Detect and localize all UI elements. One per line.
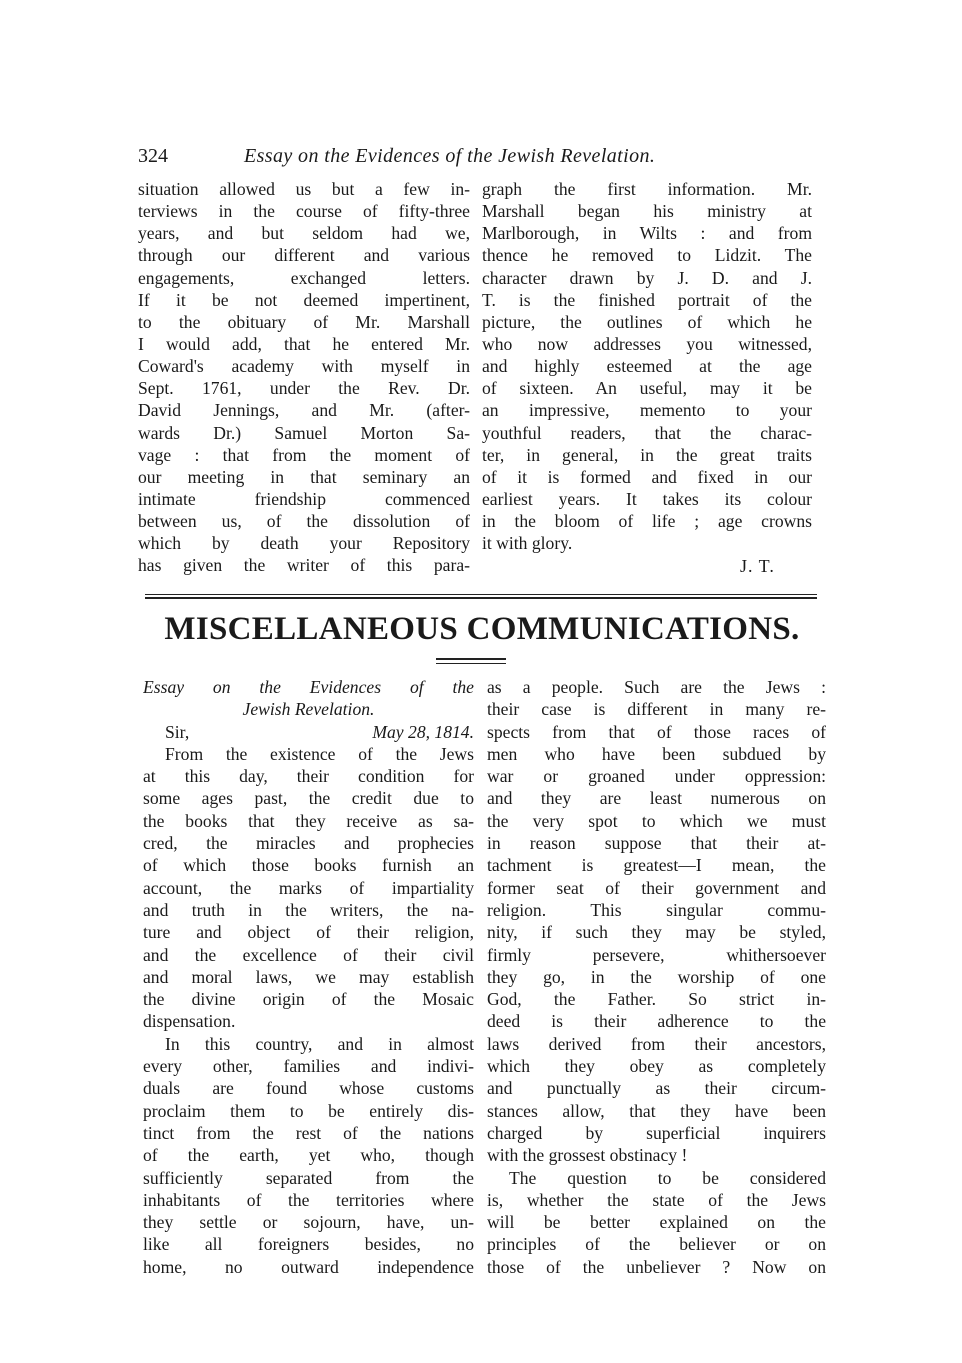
text-line: and truth in the writers, the na- (143, 899, 474, 920)
text-line: deed is their adherence to the (487, 1011, 826, 1032)
letter-date: May 28, 1814. (372, 721, 474, 742)
text-line: proclaim them to be entirely dis- (143, 1100, 474, 1121)
text-line: charged by superficial inquirers (487, 1122, 826, 1143)
text-line: which by death your Repository (138, 533, 470, 554)
text-line: between us, of the dissolution of (138, 511, 470, 532)
letter-column-left (138, 178, 470, 577)
text-line: our meeting in that seminary an (138, 466, 470, 487)
text-line: inhabitants of the territories where (143, 1189, 474, 1210)
text-line: religion. This singular commu- (487, 899, 826, 920)
text-line: Marlborough, in Wilts : and from (482, 223, 812, 244)
text-line: they settle or sojourn, have, un- (143, 1212, 474, 1233)
text-line: who now addresses you witnessed, (482, 333, 812, 354)
text-line: engagements, exchanged letters. (138, 267, 470, 288)
text-line: account, the marks of impartiality (143, 877, 474, 898)
essay-title-continued: Jewish Revelation. (242, 699, 375, 720)
text-line: will be better explained on the (487, 1212, 826, 1233)
text-line: wards Dr.) Samuel Morton Sa- (138, 422, 470, 443)
text-line: thence he removed to Lidzit. The (482, 245, 812, 266)
essay-column-right (487, 676, 826, 1278)
text-line: nity, if such they may be styled, (487, 922, 826, 943)
text-line: home, no outward independence (143, 1256, 474, 1277)
text-line: cred, the miracles and prophecies (143, 833, 474, 854)
text-line: at this day, their condition for (143, 766, 474, 787)
text-line: If it be not deemed impertinent, (138, 289, 470, 310)
text-line: of sixteen. An useful, may it be (482, 378, 812, 399)
text-line: stances allow, that they have been (487, 1100, 826, 1121)
text-line: they go, in the worship of one (487, 966, 826, 987)
text-line: their case is different in many re- (487, 699, 826, 720)
text-line: of it is formed and fixed in our (482, 466, 812, 487)
text-line: every other, families and indivi- (143, 1056, 474, 1077)
text-line: and punctually as their circum- (487, 1078, 826, 1099)
text-line: ter, in general, in the great traits (482, 444, 812, 465)
text-line: principles of the believer or on (487, 1234, 826, 1255)
text-line: an impressive, memento to your (482, 400, 812, 421)
text-line: duals are found whose customs (143, 1078, 474, 1099)
text-line: dispensation. (143, 1011, 236, 1032)
running-title: Essay on the Evidences of the Jewish Revelation. (244, 145, 656, 167)
text-line: years, and but seldom had we, (138, 223, 470, 244)
text-line: men who have been subdued by (487, 743, 826, 764)
letter-column-right (482, 178, 812, 554)
text-line: terviews in the course of fifty-three (138, 201, 470, 222)
text-line: the very spot to which we must (487, 810, 826, 831)
text-line: sufficiently separated from the (143, 1167, 474, 1188)
text-line: spects from that of those races of (487, 721, 826, 742)
text-line: with the grossest obstinacy ! (487, 1145, 688, 1166)
text-line: and the excellence of their civil (143, 944, 474, 965)
text-line: situation allowed us but a few in- (138, 179, 470, 199)
text-line: and moral laws, we may establish (143, 966, 474, 987)
text-line: T. is the finished portrait of the (482, 289, 812, 310)
text-line: vage : that from the moment of (138, 444, 470, 465)
text-line: is, whether the state of the Jews (487, 1189, 826, 1210)
essay-column-left (143, 676, 474, 1278)
letter-signature: J. T. (740, 556, 775, 576)
text-line: ture and object of their religion, (143, 922, 474, 943)
text-line: Sept. 1761, under the Rev. Dr. (138, 378, 470, 399)
text-line: In this country, and in almost (165, 1033, 474, 1054)
text-line: The question to be considered (509, 1167, 826, 1188)
text-line: firmly persevere, whithersoever (487, 944, 826, 965)
text-line: in the bloom of life ; age crowns (482, 511, 812, 532)
text-line: and they are least numerous on (487, 788, 826, 809)
text-line: has given the writer of this para- (138, 555, 470, 576)
text-line: earliest years. It takes its colour (482, 488, 812, 509)
text-line: tachment is greatest—I mean, the (487, 855, 826, 876)
text-line: the books that they receive as sa- (143, 810, 474, 831)
text-line: character drawn by J. D. and J. (482, 267, 812, 288)
text-line: war or groaned under oppression: (487, 766, 826, 787)
text-line: former seat of their government and (487, 877, 826, 898)
text-line: as a people. Such are the Jews : (487, 677, 826, 697)
text-line: graph the first information. Mr. (482, 179, 812, 199)
text-line: of which those books furnish an (143, 855, 474, 876)
text-line: From the existence of the Jews (165, 743, 474, 764)
section-rule (145, 594, 817, 599)
text-line: picture, the outlines of which he (482, 311, 812, 332)
text-line: some ages past, the credit due to (143, 788, 474, 809)
running-head (138, 141, 828, 171)
text-line: which they obey as completely (487, 1056, 826, 1077)
text-line: youthful readers, that the charac- (482, 422, 812, 443)
text-line: it with glory. (482, 533, 573, 554)
text-line: Coward's academy with myself in (138, 356, 470, 377)
essay-title: Essay on the Evidences of the (143, 677, 474, 697)
text-line: Marshall began his ministry at (482, 201, 812, 222)
text-line: tinct from the rest of the nations (143, 1122, 474, 1143)
text-line: in reason suppose that their at- (487, 833, 826, 854)
section-heading: MISCELLANEOUS COMMUNICATIONS. (164, 611, 800, 647)
text-line: to the obituary of Mr. Marshall (138, 311, 470, 332)
text-line: and highly esteemed at the age (482, 356, 812, 377)
text-line: those of the unbeliever ? Now on (487, 1256, 826, 1277)
salutation: Sir, (165, 721, 190, 742)
text-line: the divine origin of the Mosaic (143, 989, 474, 1010)
dateline (143, 721, 474, 743)
text-line: through our different and various (138, 245, 470, 266)
text-line: intimate friendship commenced (138, 488, 470, 509)
page-number: 324 (138, 145, 168, 167)
text-line: like all foreigners besides, no (143, 1234, 474, 1255)
text-line: of the earth, yet who, though (143, 1145, 474, 1166)
text-line: God, the Father. So strict in- (487, 989, 826, 1010)
text-line: I would add, that he entered Mr. (138, 333, 470, 354)
text-line: David Jennings, and Mr. (after- (138, 400, 470, 421)
heading-ornament-rule (436, 658, 506, 664)
text-line: laws derived from their ancestors, (487, 1033, 826, 1054)
